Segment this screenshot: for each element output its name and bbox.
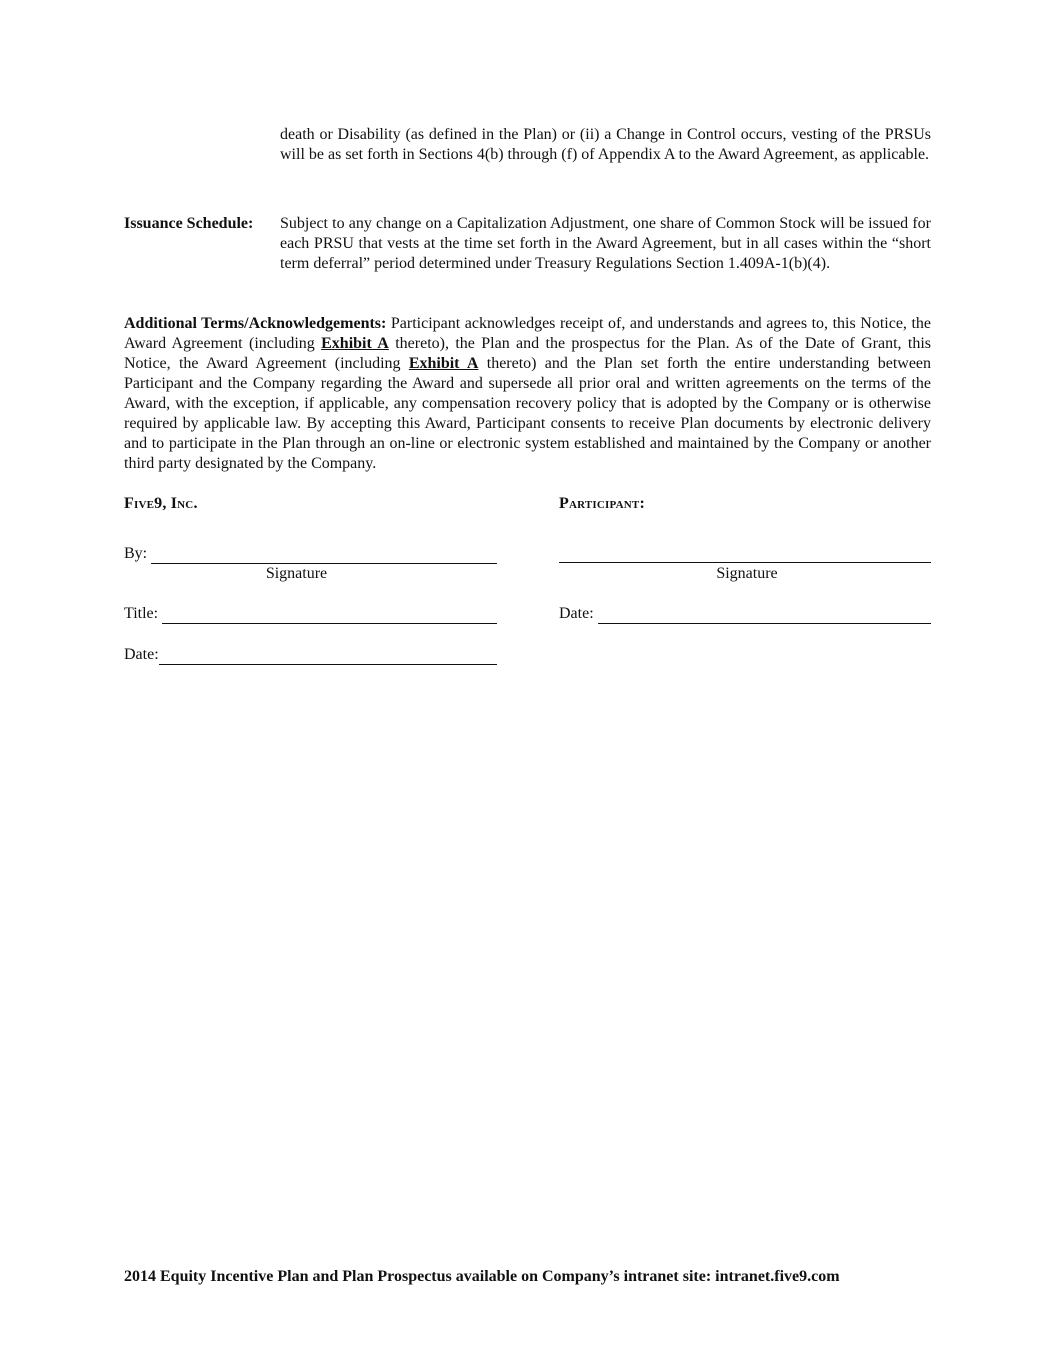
additional-terms-heading: Additional Terms/Acknowledgements:: [124, 315, 387, 332]
participant-heading: Participant:: [559, 495, 645, 512]
additional-terms-text-3: thereto) and the Plan set forth the entire understanding between Participant and the Company regarding the Award and supersede all prior oral and written agreements on the terms of the Award, with the exception, if applicable, any compensation recovery policy that is adopted by the Company or is otherwise required by applicable law. By accepting this Award, Participant consents to receive Plan documents by electronic delivery and to participate in the Plan through an on-line or electronic system established and maintained by the Company or another third party designated by the Company.: [124, 355, 932, 472]
company-signature-row: [124, 544, 497, 564]
title-label: Title:: [124, 605, 163, 622]
additional-terms-paragraph: [124, 314, 931, 474]
by-label: By:: [124, 545, 152, 562]
vesting-continuation-text: death or Disability (as defined in the Plan) or (ii) a Change in Control occurs, vesting of the PRSUs will be as set forth in Sections 4(b) through (f) of Appendix A to the Award Agreement, as applicable.: [280, 126, 931, 163]
company-date-line[interactable]: [159, 646, 497, 665]
company-date-label: Date:: [124, 646, 159, 663]
company-signature-caption: Signature: [265, 565, 328, 582]
participant-date-label: Date:: [559, 605, 598, 622]
exhibit-a-reference-1: Exhibit A: [321, 335, 389, 352]
company-title-row: [124, 604, 497, 624]
participant-date-row: [559, 604, 931, 624]
exhibit-a-reference-2: Exhibit A: [408, 355, 479, 372]
issuance-schedule-text: Subject to any change on a Capitalization Adjustment, one share of Common Stock will be issued for each PRSU that vests at the time set forth in the Award Agreement, but in all cases within the “short term deferral” period determined under Treasury Regulations Section 1.409A-1(b)(4).: [280, 215, 931, 272]
participant-signature-line[interactable]: [559, 544, 931, 563]
company-name-heading: Five9, Inc.: [124, 495, 198, 512]
additional-terms-text-1: Participant acknowledges receipt of, and understands and agrees to, this Notice, the Award Agreement (including: [124, 315, 932, 352]
footer-note: 2014 Equity Incentive Plan and Plan Prospectus available on Company’s intranet site: intranet.five9.com: [124, 1268, 840, 1285]
company-date-row: [124, 645, 497, 665]
company-signature-line[interactable]: [151, 545, 497, 564]
company-title-line[interactable]: [162, 605, 497, 624]
participant-signature-caption: Signature: [716, 565, 778, 582]
additional-terms-text-2: thereto), the Plan and the prospectus for the Plan. As of the Date of Grant, this Notice, the Award Agreement (including: [124, 335, 932, 372]
participant-date-line[interactable]: [598, 605, 931, 624]
participant-signature-row: [559, 544, 931, 563]
issuance-schedule-label: Issuance Schedule:: [124, 215, 254, 232]
